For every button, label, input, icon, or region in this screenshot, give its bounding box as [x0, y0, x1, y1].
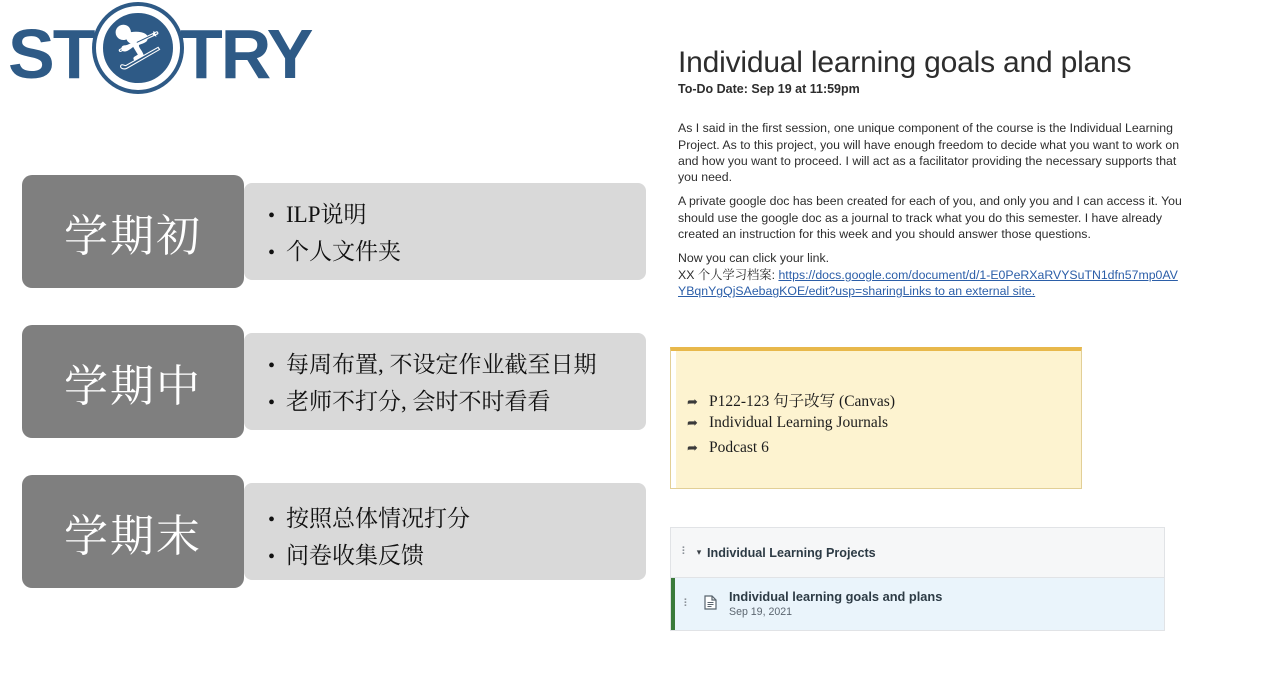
pencil-icon: ➦ — [687, 440, 698, 455]
logo-text-right: TRY — [180, 15, 312, 93]
timeline-body-end — [244, 483, 646, 580]
note-item-label: Individual Learning Journals — [709, 414, 889, 431]
todo-note-card — [670, 347, 1082, 489]
module-item-title[interactable]: Individual learning goals and plans — [729, 589, 943, 604]
module-title: Individual Learning Projects — [707, 545, 876, 560]
logo-text-left: ST — [8, 15, 94, 93]
link-prefix-label: XX 个人学习档案: — [678, 268, 779, 282]
bullet-item: • 每周布置, 不设定作业截至日期 — [268, 347, 636, 384]
timeline-label-begin: 学期初 — [22, 175, 244, 288]
bullet-item: • 问卷收集反馈 — [268, 538, 636, 575]
bullet-item: • 按照总体情况打分 — [268, 501, 636, 538]
story-logo — [8, 6, 318, 106]
drag-handle-icon[interactable]: ⠇ — [681, 546, 691, 558]
drag-handle-icon[interactable]: ⠇ — [683, 597, 693, 610]
timeline-body-middle — [244, 333, 646, 430]
note-list-item — [687, 389, 895, 411]
module-card — [670, 527, 1165, 631]
note-card-accent — [671, 351, 676, 488]
pencil-icon: ➦ — [687, 394, 698, 409]
skater-icon: ⛷ — [110, 23, 166, 72]
page-title: Individual learning goals and plans — [678, 46, 1132, 80]
module-header[interactable] — [671, 528, 1164, 578]
note-item-label: Podcast 6 — [709, 439, 769, 456]
pencil-icon: ➦ — [687, 415, 698, 430]
description-paragraph: As I said in the first session, one unique component of the course is the Individual Learning Project. As to this project, you will have enough freedom to decide what you want to work on and how you want to proceed. I will act as a facilitator providing the necessary supports that you need. — [678, 121, 1180, 185]
description-paragraph: Now you can click your link. — [678, 251, 830, 266]
document-icon — [699, 595, 721, 613]
timeline-label-middle: 学期中 — [22, 325, 244, 438]
google-doc-link[interactable]: https://docs.google.com/document/d/1-E0PeRXaRVYSuTN1dfn57mp0AVYBqnYgQjSAebagKOE/edit?usp=sharing — [678, 268, 1178, 299]
module-item-date: Sep 19, 2021 — [729, 606, 793, 618]
description-paragraph: A private google doc has been created for each of you, and only you and I can access it. You should use the google doc as a journal to track what you do this semester. I have already created an instruction for this week and you should answer those questions. — [678, 194, 1182, 241]
external-site-link[interactable]: Links to an external site. — [902, 284, 1036, 299]
bullet-item: • 老师不打分, 会时不时看看 — [268, 384, 636, 421]
todo-date: To-Do Date: Sep 19 at 11:59pm — [678, 82, 860, 96]
timeline-body-begin — [244, 183, 646, 280]
bullet-item: • ILP说明 — [268, 197, 636, 234]
module-list-item[interactable] — [671, 578, 1164, 630]
module-item-texts — [729, 589, 942, 619]
note-list-item — [687, 439, 769, 457]
note-item-label: P122-123 句子改写 (Canvas) — [709, 393, 895, 410]
note-list-item — [687, 414, 888, 432]
assignment-panel — [660, 0, 1270, 682]
timeline-label-end: 学期末 — [22, 475, 244, 588]
bullet-item: • 个人文件夹 — [268, 234, 636, 271]
google-doc-link-block — [678, 267, 1186, 300]
chevron-down-icon[interactable]: ▾ — [696, 547, 702, 557]
